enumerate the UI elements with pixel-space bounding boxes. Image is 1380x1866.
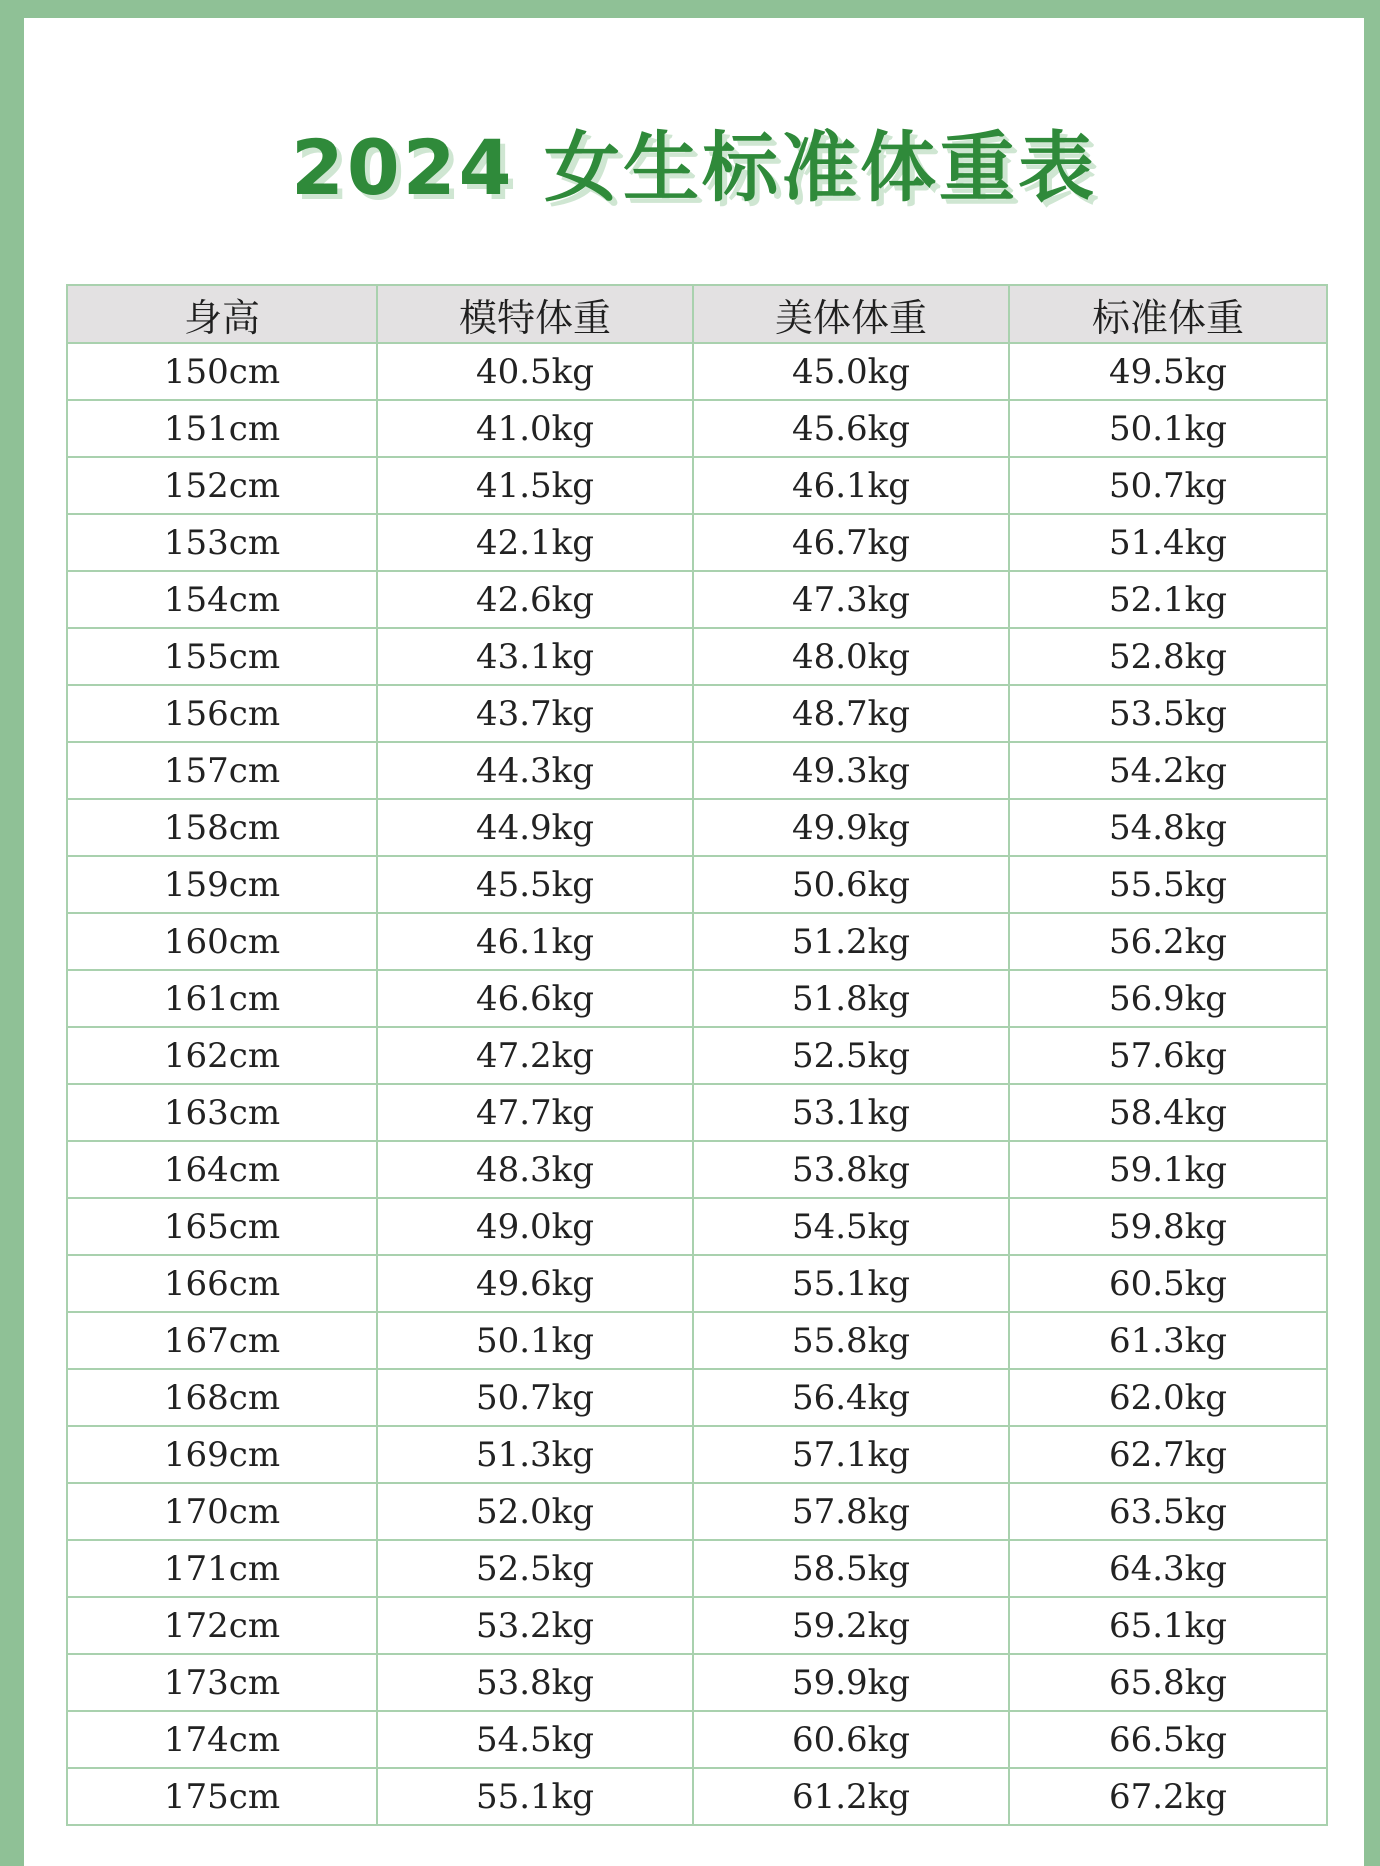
cell-height: 160cm (67, 913, 377, 970)
cell-model-weight: 53.2kg (377, 1597, 693, 1654)
cell-standard-weight: 60.5kg (1009, 1255, 1327, 1312)
table-row (67, 685, 1327, 742)
cell-fit-weight: 53.8kg (693, 1141, 1009, 1198)
cell-height: 161cm (67, 970, 377, 1027)
cell-height: 173cm (67, 1654, 377, 1711)
cell-model-weight: 49.6kg (377, 1255, 693, 1312)
cell-fit-weight: 51.2kg (693, 913, 1009, 970)
cell-standard-weight: 50.7kg (1009, 457, 1327, 514)
cell-height: 162cm (67, 1027, 377, 1084)
table-row (67, 1369, 1327, 1426)
cell-standard-weight: 50.1kg (1009, 400, 1327, 457)
header-fit-weight: 美体体重 (693, 285, 1009, 343)
cell-standard-weight: 63.5kg (1009, 1483, 1327, 1540)
cell-fit-weight: 46.7kg (693, 514, 1009, 571)
cell-height: 156cm (67, 685, 377, 742)
cell-fit-weight: 57.1kg (693, 1426, 1009, 1483)
cell-fit-weight: 50.6kg (693, 856, 1009, 913)
cell-model-weight: 53.8kg (377, 1654, 693, 1711)
cell-model-weight: 40.5kg (377, 343, 693, 400)
cell-fit-weight: 59.9kg (693, 1654, 1009, 1711)
table-row (67, 1255, 1327, 1312)
cell-fit-weight: 51.8kg (693, 970, 1009, 1027)
cell-model-weight: 45.5kg (377, 856, 693, 913)
cell-fit-weight: 48.0kg (693, 628, 1009, 685)
cell-fit-weight: 57.8kg (693, 1483, 1009, 1540)
cell-height: 153cm (67, 514, 377, 571)
cell-fit-weight: 55.8kg (693, 1312, 1009, 1369)
table-row (67, 457, 1327, 514)
cell-model-weight: 46.1kg (377, 913, 693, 970)
table-row (67, 1654, 1327, 1711)
cell-model-weight: 43.7kg (377, 685, 693, 742)
table-row (67, 799, 1327, 856)
cell-model-weight: 55.1kg (377, 1768, 693, 1825)
table-row (67, 628, 1327, 685)
cell-model-weight: 44.3kg (377, 742, 693, 799)
cell-model-weight: 48.3kg (377, 1141, 693, 1198)
table-row (67, 343, 1327, 400)
cell-fit-weight: 48.7kg (693, 685, 1009, 742)
table-header-row (67, 285, 1327, 343)
cell-fit-weight: 61.2kg (693, 1768, 1009, 1825)
page-title: 2024 女生标准体重表 (291, 123, 1097, 212)
cell-height: 174cm (67, 1711, 377, 1768)
header-height: 身高 (67, 285, 377, 343)
cell-height: 150cm (67, 343, 377, 400)
cell-model-weight: 47.7kg (377, 1084, 693, 1141)
cell-fit-weight: 49.9kg (693, 799, 1009, 856)
cell-fit-weight: 54.5kg (693, 1198, 1009, 1255)
cell-model-weight: 42.6kg (377, 571, 693, 628)
cell-standard-weight: 49.5kg (1009, 343, 1327, 400)
cell-model-weight: 43.1kg (377, 628, 693, 685)
table-row (67, 1141, 1327, 1198)
content-panel (24, 18, 1364, 1866)
cell-fit-weight: 56.4kg (693, 1369, 1009, 1426)
cell-fit-weight: 53.1kg (693, 1084, 1009, 1141)
table-row (67, 1483, 1327, 1540)
table-row (67, 1768, 1327, 1825)
header-model-weight: 模特体重 (377, 285, 693, 343)
cell-standard-weight: 65.8kg (1009, 1654, 1327, 1711)
cell-standard-weight: 65.1kg (1009, 1597, 1327, 1654)
cell-height: 157cm (67, 742, 377, 799)
cell-height: 175cm (67, 1768, 377, 1825)
cell-model-weight: 50.7kg (377, 1369, 693, 1426)
cell-standard-weight: 55.5kg (1009, 856, 1327, 913)
cell-model-weight: 54.5kg (377, 1711, 693, 1768)
cell-height: 152cm (67, 457, 377, 514)
cell-model-weight: 50.1kg (377, 1312, 693, 1369)
cell-height: 164cm (67, 1141, 377, 1198)
cell-fit-weight: 47.3kg (693, 571, 1009, 628)
cell-standard-weight: 54.2kg (1009, 742, 1327, 799)
cell-standard-weight: 52.1kg (1009, 571, 1327, 628)
table-row (67, 1597, 1327, 1654)
cell-height: 169cm (67, 1426, 377, 1483)
cell-fit-weight: 58.5kg (693, 1540, 1009, 1597)
cell-standard-weight: 52.8kg (1009, 628, 1327, 685)
cell-standard-weight: 61.3kg (1009, 1312, 1327, 1369)
table-row (67, 970, 1327, 1027)
cell-standard-weight: 56.2kg (1009, 913, 1327, 970)
cell-height: 154cm (67, 571, 377, 628)
cell-standard-weight: 58.4kg (1009, 1084, 1327, 1141)
table-row (67, 1198, 1327, 1255)
cell-standard-weight: 59.8kg (1009, 1198, 1327, 1255)
table-row (67, 1711, 1327, 1768)
cell-height: 158cm (67, 799, 377, 856)
cell-model-weight: 52.5kg (377, 1540, 693, 1597)
table-row (67, 742, 1327, 799)
cell-standard-weight: 56.9kg (1009, 970, 1327, 1027)
cell-model-weight: 51.3kg (377, 1426, 693, 1483)
cell-model-weight: 41.5kg (377, 457, 693, 514)
cell-fit-weight: 49.3kg (693, 742, 1009, 799)
table-row (67, 1084, 1327, 1141)
cell-height: 159cm (67, 856, 377, 913)
table-row (67, 1426, 1327, 1483)
table-row (67, 571, 1327, 628)
header-standard-weight: 标准体重 (1009, 285, 1327, 343)
cell-model-weight: 44.9kg (377, 799, 693, 856)
cell-height: 163cm (67, 1084, 377, 1141)
cell-fit-weight: 52.5kg (693, 1027, 1009, 1084)
cell-standard-weight: 62.7kg (1009, 1426, 1327, 1483)
cell-fit-weight: 55.1kg (693, 1255, 1009, 1312)
cell-fit-weight: 59.2kg (693, 1597, 1009, 1654)
cell-fit-weight: 45.6kg (693, 400, 1009, 457)
table-row (67, 1027, 1327, 1084)
cell-model-weight: 46.6kg (377, 970, 693, 1027)
table-row (67, 913, 1327, 970)
table-row (67, 856, 1327, 913)
cell-height: 166cm (67, 1255, 377, 1312)
cell-fit-weight: 45.0kg (693, 343, 1009, 400)
cell-standard-weight: 62.0kg (1009, 1369, 1327, 1426)
cell-height: 171cm (67, 1540, 377, 1597)
cell-height: 170cm (67, 1483, 377, 1540)
table-row (67, 1540, 1327, 1597)
cell-standard-weight: 54.8kg (1009, 799, 1327, 856)
cell-standard-weight: 53.5kg (1009, 685, 1327, 742)
cell-height: 165cm (67, 1198, 377, 1255)
cell-fit-weight: 46.1kg (693, 457, 1009, 514)
cell-standard-weight: 64.3kg (1009, 1540, 1327, 1597)
cell-height: 151cm (67, 400, 377, 457)
cell-standard-weight: 59.1kg (1009, 1141, 1327, 1198)
table-row (67, 400, 1327, 457)
cell-height: 172cm (67, 1597, 377, 1654)
cell-standard-weight: 51.4kg (1009, 514, 1327, 571)
weight-table (66, 284, 1328, 1826)
cell-model-weight: 41.0kg (377, 400, 693, 457)
cell-model-weight: 49.0kg (377, 1198, 693, 1255)
cell-standard-weight: 57.6kg (1009, 1027, 1327, 1084)
cell-model-weight: 42.1kg (377, 514, 693, 571)
cell-fit-weight: 60.6kg (693, 1711, 1009, 1768)
table-body (67, 343, 1327, 1825)
cell-model-weight: 47.2kg (377, 1027, 693, 1084)
cell-model-weight: 52.0kg (377, 1483, 693, 1540)
cell-standard-weight: 67.2kg (1009, 1768, 1327, 1825)
cell-height: 168cm (67, 1369, 377, 1426)
table-row (67, 514, 1327, 571)
cell-standard-weight: 66.5kg (1009, 1711, 1327, 1768)
table-row (67, 1312, 1327, 1369)
cell-height: 167cm (67, 1312, 377, 1369)
cell-height: 155cm (67, 628, 377, 685)
